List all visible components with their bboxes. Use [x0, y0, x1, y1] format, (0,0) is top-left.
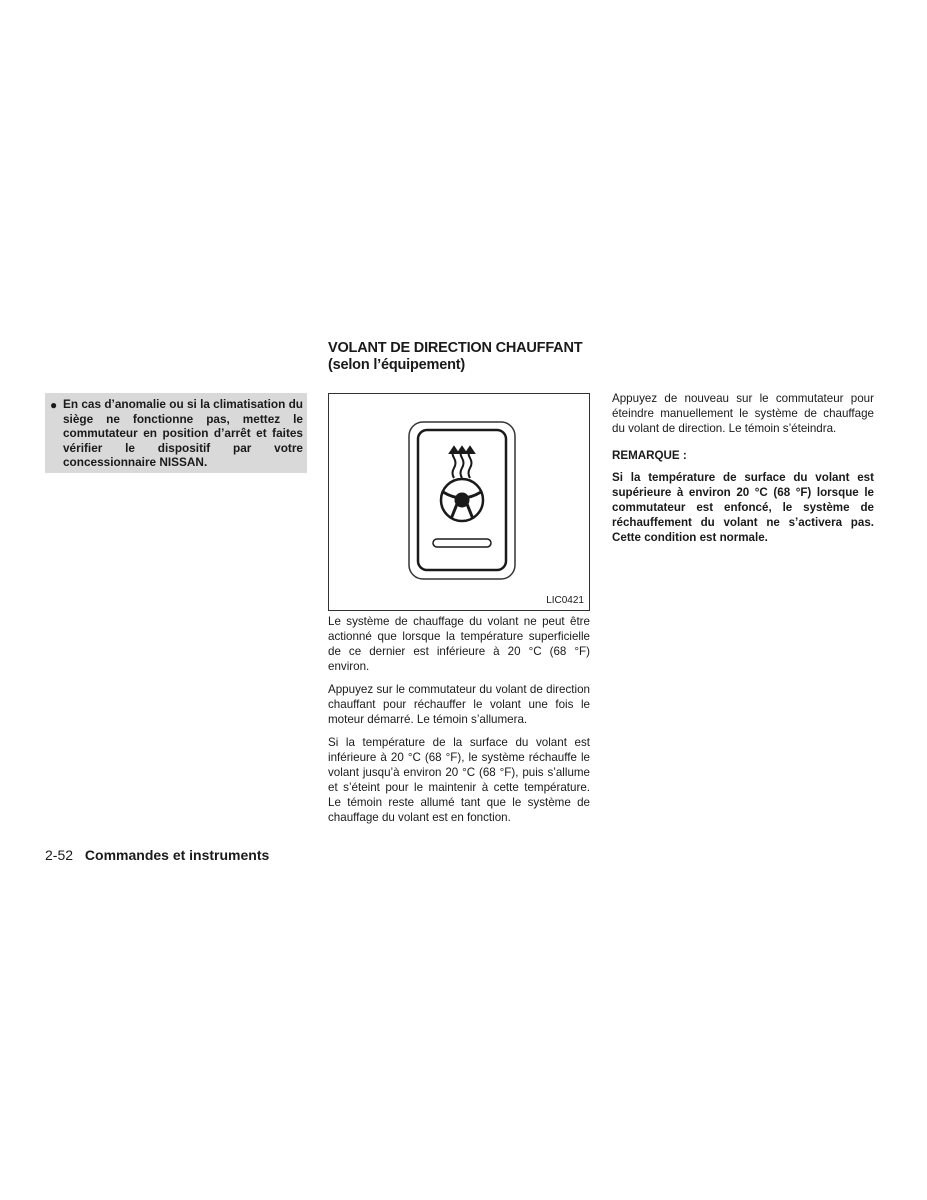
paragraph: Appuyez sur le commutateur du volant de direction chauffant pour réchauffer le volant une fois le moteur démarré. Le témoin s’allumera.	[328, 683, 590, 726]
note-text: En cas d’anomalie ou si la climatisation du siège ne fonctionne pas, mettez le commutateur en position d’arrêt et faites vérifier le dispositif par votre concessionnaire NISSAN.	[63, 397, 303, 469]
page-number: 2-52	[45, 847, 74, 863]
heat-waves-icon	[450, 447, 474, 478]
right-column	[612, 391, 874, 553]
remark-text: Si la température de surface du volant est supérieure à environ 20 °C (68 °F) lorsque le commutateur est enfoncé, le système de réchauffement du volant ne s’activera pas. Cette condition est normale.	[612, 471, 874, 544]
paragraph: Le système de chauffage du volant ne peut être actionné que lorsque la température superficielle de ce dernier est inférieure à 20 °C (68 °F) environ.	[328, 615, 590, 673]
section-subtitle: (selon l’équipement)	[328, 357, 465, 373]
section-title: VOLANT DE DIRECTION CHAUFFANT	[328, 340, 583, 356]
section-heading	[328, 340, 628, 374]
note-box	[45, 393, 307, 473]
middle-column	[328, 614, 590, 833]
indicator-light	[433, 539, 491, 547]
remark-title: REMARQUE :	[612, 449, 687, 462]
footer-section-name: Commandes et instruments	[84, 847, 270, 863]
steering-wheel-icon	[441, 479, 483, 521]
figure-switch-illustration	[328, 393, 590, 611]
figure-code: LIC0421	[546, 595, 584, 606]
page-footer	[45, 847, 269, 864]
heated-steering-wheel-switch-icon	[329, 394, 589, 610]
paragraph: Appuyez de nouveau sur le commutateur pour éteindre manuellement le système de chauffage du volant de direction. Le témoin s’éteindra.	[612, 392, 874, 435]
paragraph: Si la température de la surface du volant est inférieure à 20 °C (68 °F), le système réchauffe le volant jusqu’à environ 20 °C (68 °F), puis s’allume et s’éteint pour le maintenir à cette température. Le témoin reste allumé tant que le système de chauffage du volant est en fonction.	[328, 736, 590, 824]
bullet-icon: ●	[50, 398, 58, 412]
